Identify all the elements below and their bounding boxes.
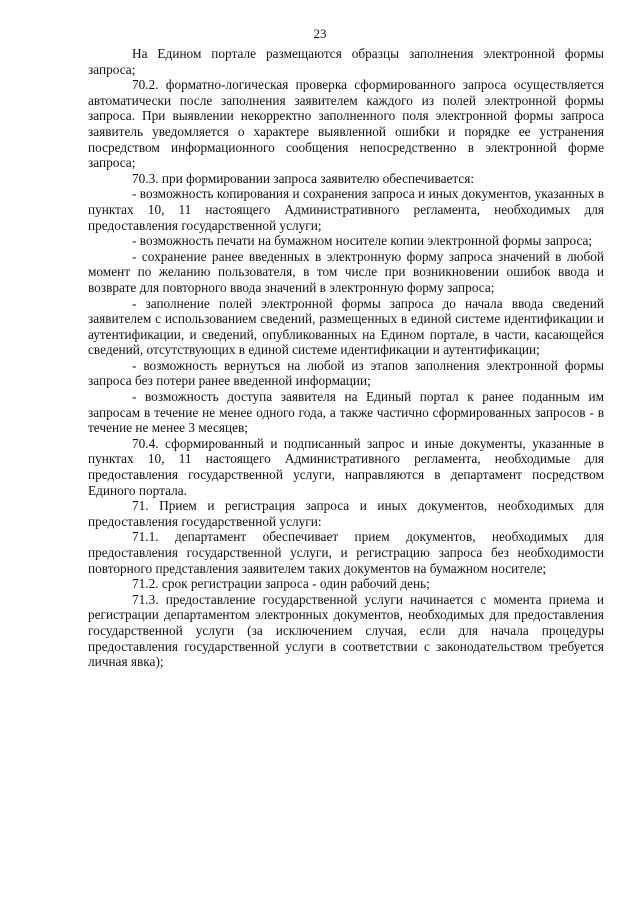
paragraph-70-2: 70.2. форматно-логическая проверка сформированного запроса осуществляется автоматически после заполнения заявителем каждого из полей электронной формы запроса. При выявлении некорректно заполненного поля электронной формы запроса заявитель уведомляется о характере выявленной ошибки и порядке ее устранения посредством информационного сообщения непосредственно в электронной форме запроса; [88, 77, 604, 171]
list-item-save-values: - сохранение ранее введенных в электронную форму запроса значений в любой момент по желанию пользователя, в том числе при возникновении ошибок ввода и возврате для повторного ввода значений в электронную форму запроса; [88, 248, 604, 295]
list-item-copy-save: - возможность копирования и сохранения запроса и иных документов, указанных в пунктах 10, 11 настоящего Административного регламента, необходимых для предоставления государственной услуги; [88, 186, 604, 233]
list-item-return-to-stage: - возможность вернуться на любой из этапов заполнения электронной формы запроса без потери ранее введенной информации; [88, 357, 604, 389]
paragraph-71-1: 71.1. департамент обеспечивает прием документов, необходимых для предоставления государственной услуги, и регистрацию запроса без необходимости повторного представления заявителем таких документов на бумажном носителе; [88, 529, 604, 576]
document-body [88, 46, 604, 670]
list-item-autofill: - заполнение полей электронной формы запроса до начала ввода сведений заявителем с использованием сведений, размещенных в единой системе идентификации и аутентификации, и сведений, опубликованных на Едином портале, в части, касающейся сведений, отсутствующих в единой системе идентификации и аутентификации; [88, 295, 604, 358]
paragraph-71-3: 71.3. предоставление государственной услуги начинается с момента приема и регистрации департаментом электронных документов, необходимых для предоставления государственной услуги (за исключением случая, если для начала процедуры предоставления государственной услуги в соответствии с законодательством требуется личная явка); [88, 591, 604, 670]
list-item-access-previous: - возможность доступа заявителя на Единый портал к ранее поданным им запросам в течение не менее одного года, а также частично сформированных запросов - в течение не менее 3 месяцев; [88, 389, 604, 436]
paragraph-70-4: 70.4. сформированный и подписанный запрос и иные документы, указанные в пунктах 10, 11 настоящего Административного регламента, необходимые для предоставления государственной услуги, направляются в департамент посредством Единого портала. [88, 435, 604, 498]
paragraph-71-2: 71.2. срок регистрации запроса - один рабочий день; [132, 576, 430, 592]
list-item-print: - возможность печати на бумажном носителе копии электронной формы запроса; [132, 233, 593, 249]
page-number: 23 [313, 26, 327, 41]
paragraph-70-3: 70.3. при формировании запроса заявителю обеспечивается: [132, 170, 475, 186]
paragraph-71: 71. Прием и регистрация запроса и иных документов, необходимых для предоставления государственной услуги: [88, 498, 604, 529]
paragraph-sample-forms: На Едином портале размещаются образцы заполнения электронной формы запроса; [88, 46, 604, 77]
